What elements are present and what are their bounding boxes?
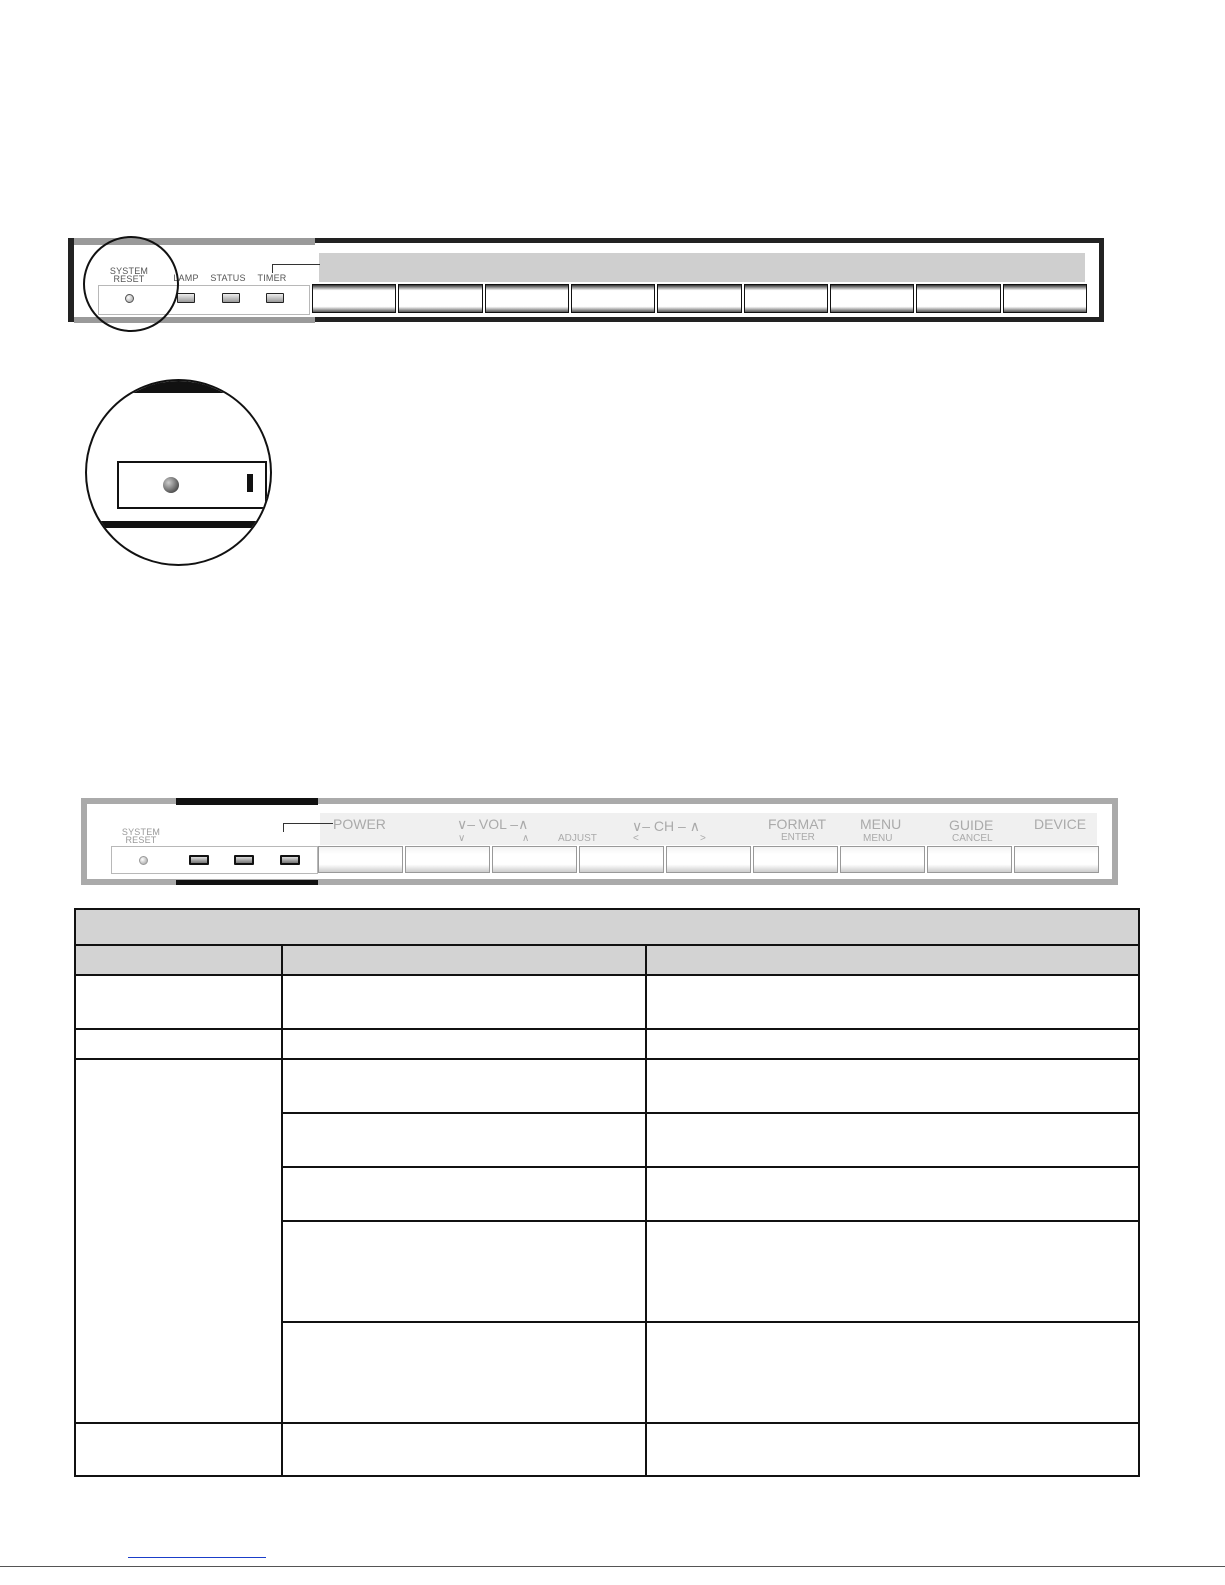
lamp-indicator xyxy=(177,293,195,303)
system-label-2: SYSTEM xyxy=(121,827,161,837)
vol-down-button[interactable] xyxy=(405,846,490,873)
timer-indicator xyxy=(266,293,284,303)
footer-link-underline[interactable] xyxy=(128,1557,266,1558)
ch-right-label: > xyxy=(700,833,706,844)
zoom-reset-button xyxy=(163,477,179,493)
table-row xyxy=(283,1220,1138,1222)
vol-up-label: ∧ xyxy=(522,833,530,844)
panel2-top-dark-strip xyxy=(176,798,318,805)
timer-indicator-2 xyxy=(280,855,300,865)
timer-label: TIMER xyxy=(257,273,287,283)
power-callout-drop xyxy=(283,823,284,832)
reset-label: RESET xyxy=(113,274,145,284)
panel-button-2[interactable] xyxy=(398,284,482,313)
table-row xyxy=(76,1422,1138,1424)
system-label: SYSTEM xyxy=(109,266,149,276)
panel-button-4[interactable] xyxy=(571,284,655,313)
ch-left-label: < xyxy=(633,833,639,844)
reset-zoom-detail xyxy=(85,379,272,566)
vol-label: ∨– VOL –∧ xyxy=(457,816,529,832)
zoom-led-edge xyxy=(247,474,253,492)
menu-label: MENU xyxy=(860,816,902,832)
power-button[interactable] xyxy=(318,846,403,873)
zoom-frame-bottom xyxy=(87,521,270,528)
format-label: FORMAT xyxy=(768,816,827,832)
format-button[interactable] xyxy=(753,846,838,873)
cancel-label: CANCEL xyxy=(952,833,993,844)
reset-label-2: RESET xyxy=(125,835,157,845)
panel-button-5[interactable] xyxy=(657,284,741,313)
ch-label: ∨– CH – ∧ xyxy=(632,818,700,834)
display-bar xyxy=(319,253,1085,282)
power-callout-line xyxy=(283,823,333,824)
indicator-table xyxy=(74,908,1140,1477)
table-row xyxy=(76,1058,1138,1060)
system-reset-highlight-circle xyxy=(83,236,179,332)
zoom-indicator-box xyxy=(117,461,267,509)
col-divider-1 xyxy=(281,946,283,1477)
status-label: STATUS xyxy=(210,273,246,283)
table-row xyxy=(283,1112,1138,1114)
timer-callout-line xyxy=(272,264,320,265)
control-button-row-bottom xyxy=(318,846,1099,874)
vol-down-label: ∨ xyxy=(458,833,466,844)
adjust-label: ADJUST xyxy=(558,833,597,844)
guide-label: GUIDE xyxy=(949,817,994,833)
power-label: POWER xyxy=(333,816,386,832)
table-divider xyxy=(76,974,1138,976)
lamp-indicator-2 xyxy=(189,855,209,865)
menu-sub-label: MENU xyxy=(863,833,893,844)
panel-button-7[interactable] xyxy=(830,284,914,313)
timer-callout-drop xyxy=(272,264,273,273)
device-label: DEVICE xyxy=(1034,816,1087,832)
panel-button-9[interactable] xyxy=(1003,284,1087,313)
status-indicator xyxy=(222,293,240,303)
zoom-frame-top xyxy=(87,381,270,393)
col-divider-2 xyxy=(645,946,647,1477)
system-reset-button-2[interactable] xyxy=(139,856,148,865)
ch-down-button[interactable] xyxy=(579,846,664,873)
menu-button[interactable] xyxy=(840,846,925,873)
table-row xyxy=(283,1166,1138,1168)
panel-button-3[interactable] xyxy=(485,284,569,313)
control-button-row-top xyxy=(312,284,1087,314)
panel-button-1[interactable] xyxy=(312,284,396,313)
enter-label: ENTER xyxy=(781,832,815,843)
footer-rule xyxy=(0,1566,1225,1567)
table-row xyxy=(283,1321,1138,1323)
panel-button-6[interactable] xyxy=(744,284,828,313)
ch-up-button[interactable] xyxy=(666,846,751,873)
device-button[interactable] xyxy=(1014,846,1099,873)
panel2-bottom-dark-strip xyxy=(176,880,318,885)
guide-button[interactable] xyxy=(927,846,1012,873)
table-row xyxy=(76,1028,1138,1030)
table-header-row xyxy=(76,946,1138,974)
panel-button-8[interactable] xyxy=(916,284,1000,313)
status-indicator-2 xyxy=(234,855,254,865)
vol-up-button[interactable] xyxy=(492,846,577,873)
lamp-label: LAMP xyxy=(173,273,199,283)
table-title-row xyxy=(76,910,1138,944)
